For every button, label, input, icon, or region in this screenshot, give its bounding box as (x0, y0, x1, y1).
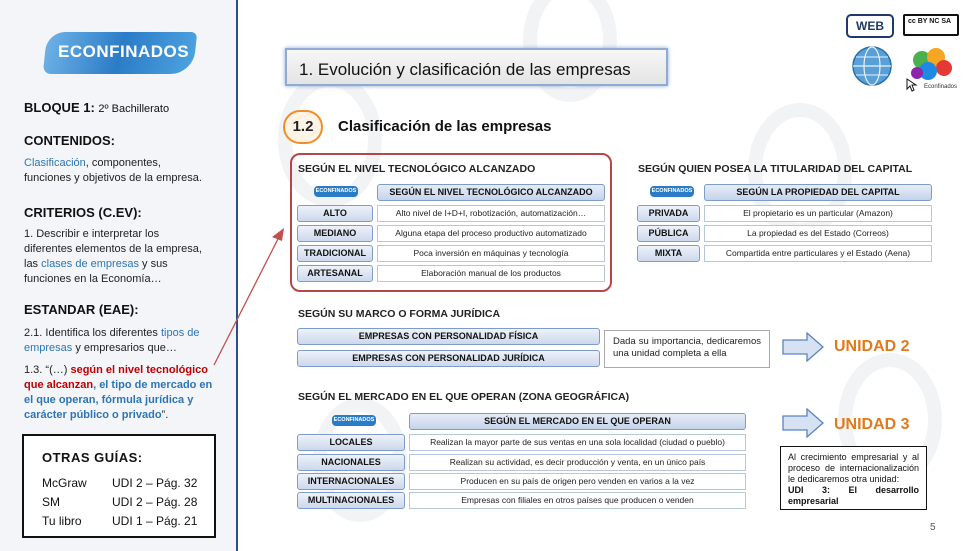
market-label-multinacionales: MULTINACIONALES (297, 492, 405, 509)
market-label-nacionales: NACIONALES (297, 454, 405, 471)
guide-publisher: McGraw (42, 476, 87, 490)
cursor-icon (906, 78, 918, 92)
arrow-right-icon (782, 332, 824, 362)
estandar-2-red2: que alcanzan (24, 379, 94, 391)
tech-table-header: SEGÚN EL NIVEL TECNOLÓGICO ALCANZADO (377, 184, 605, 201)
guide-publisher: Tu libro (42, 514, 82, 528)
estandar-2-b3: carácter público o privado (24, 409, 162, 421)
other-guides-box (22, 434, 216, 538)
globe-icon[interactable] (850, 44, 894, 88)
tech-desc: Poca inversión en máquinas y tecnología (377, 245, 605, 262)
bloque-heading (24, 100, 169, 115)
guide-ref: UDI 2 – Pág. 28 (112, 495, 198, 509)
tech-desc: Alto nivel de I+D+I, robotización, automatización… (377, 205, 605, 222)
contenidos-heading: CONTENIDOS: (24, 133, 115, 148)
owner-desc: El propietario es un particular (Amazon) (704, 205, 932, 222)
estandar-1b: y empresarios que… (72, 342, 177, 354)
brand-label: Econfinados (924, 84, 958, 90)
tech-desc: Alguna etapa del proceso productivo automatizado (377, 225, 605, 242)
bloque-label: BLOQUE 1: (24, 100, 95, 115)
contenidos-text (24, 156, 202, 186)
market-label-locales: LOCALES (297, 434, 405, 451)
criterios-line-3b: y sus (138, 258, 168, 270)
tech-heading: SEGÚN EL NIVEL TECNOLÓGICO ALCANZADO (298, 163, 536, 175)
tech-label-artesanal: ARTESANAL (297, 265, 373, 282)
estandar-text-1 (24, 326, 200, 356)
guide-ref: UDI 1 – Pág. 21 (112, 514, 198, 528)
estandar-1-hl2: empresas (24, 342, 73, 354)
market-note (780, 446, 927, 510)
arrow-connector (210, 225, 290, 370)
tech-desc: Elaboración manual de los productos (377, 265, 605, 282)
estandar-1-hl: tipos de (160, 327, 200, 339)
owner-desc: Compartida entre particulares y el Estado (Aena) (704, 245, 932, 262)
owner-desc: La propiedad es del Estado (Correos) (704, 225, 932, 242)
criterios-line-1: 1. Describir e interpretar los (24, 228, 160, 240)
owner-label-privada: PRIVADA (637, 205, 700, 222)
section-title: Clasificación de las empresas (338, 118, 552, 135)
section-number: 1.2 (283, 110, 323, 144)
estandar-2-end: ”. (161, 409, 169, 421)
market-desc: Producen en su país de origen pero venden en varios a la vez (409, 473, 746, 490)
contenidos-text-2: funciones y objetivos de la empresa. (24, 172, 202, 184)
sidebar (0, 0, 238, 551)
estandar-2a: 1.3. “(…) (24, 364, 71, 376)
market-table-header: SEGÚN EL MERCADO EN EL QUE OPERAN (409, 413, 746, 430)
arrow-right-icon (782, 408, 824, 438)
owner-table-header: SEGÚN LA PROPIEDAD DEL CAPITAL (704, 184, 932, 201)
legal-fisica: EMPRESAS CON PERSONALIDAD FÍSICA (297, 328, 600, 345)
criterios-line-2: diferentes elementos de la empresa, (24, 243, 202, 255)
guide-ref: UDI 2 – Pág. 32 (112, 476, 198, 490)
estandar-2-b2: el que operan, fórmula jurídica y (24, 394, 194, 406)
mini-logo: ECONFINADOS (332, 415, 376, 426)
estandar-2-b1: , el tipo de mercado en (93, 379, 213, 391)
other-guides-title: OTRAS GUÍAS: (42, 450, 143, 465)
page-number: 5 (930, 522, 936, 533)
web-button[interactable]: WEB (846, 14, 894, 38)
unidad-3-label: UNIDAD 3 (834, 416, 910, 433)
guide-row (42, 514, 198, 528)
market-label-internacionales: INTERNACIONALES (297, 473, 405, 490)
criterios-heading: CRITERIOS (C.EV): (24, 205, 142, 220)
criterios-highlight: clases de empresas (41, 258, 139, 270)
market-desc: Empresas con filiales en otros países que producen o venden (409, 492, 746, 509)
criterios-line-4: funciones en la Economía… (24, 273, 162, 285)
market-heading: SEGÚN EL MERCADO EN EL QUE OPERAN (ZONA GEOGRÁFICA) (298, 391, 630, 403)
criterios-line-3a: las (24, 258, 42, 270)
contenidos-text-1: , componentes, (85, 157, 161, 169)
cc-license-text: cc BY NC SA (908, 18, 952, 25)
legal-juridica: EMPRESAS CON PERSONALIDAD JURÍDICA (297, 350, 600, 367)
mini-logo: ECONFINADOS (314, 186, 358, 197)
legal-callout: Dada su importancia, dedicaremos una unidad completa a ella (604, 330, 770, 368)
owner-heading: SEGÚN QUIEN POSEA LA TITULARIDAD DEL CAPITAL (638, 163, 913, 175)
cc-license-icon (903, 14, 959, 36)
legal-heading: SEGÚN SU MARCO O FORMA JURÍDICA (298, 308, 501, 320)
guide-publisher: SM (42, 495, 60, 509)
mini-logo: ECONFINADOS (650, 186, 694, 197)
estandar-2-red1: según el nivel tecnológico (70, 364, 208, 376)
logo: ECONFINADOS (58, 42, 190, 61)
market-desc: Realizan su actividad, es decir producción y venta, en un único país (409, 454, 746, 471)
tech-label-alto: ALTO (297, 205, 373, 222)
guide-row (42, 495, 198, 509)
estandar-heading: ESTANDAR (EAE): (24, 302, 139, 317)
guide-row (42, 476, 198, 490)
owner-label-mixta: MIXTA (637, 245, 700, 262)
tech-label-mediano: MEDIANO (297, 225, 373, 242)
contenidos-highlight: Clasificación (24, 157, 86, 169)
estandar-text-2 (24, 363, 224, 423)
owner-label-publica: PÚBLICA (637, 225, 700, 242)
market-note-text: Al crecimiento empresarial y al proceso de internacionalización le dedicaremos otra unidad: (788, 452, 919, 484)
market-desc: Realizan la mayor parte de sus ventas en una sola localidad (ciudad o pueblo) (409, 434, 746, 451)
page-title: 1. Evolución y clasificación de las empresas (285, 48, 668, 86)
market-note-bold: UDI 3: El desarrollo empresarial (788, 485, 919, 506)
tech-label-tradicional: TRADICIONAL (297, 245, 373, 262)
unidad-2-label: UNIDAD 2 (834, 338, 910, 355)
bloque-value: 2º Bachillerato (98, 103, 170, 115)
estandar-1a: 2.1. Identifica los diferentes (24, 327, 161, 339)
criterios-text (24, 227, 202, 287)
